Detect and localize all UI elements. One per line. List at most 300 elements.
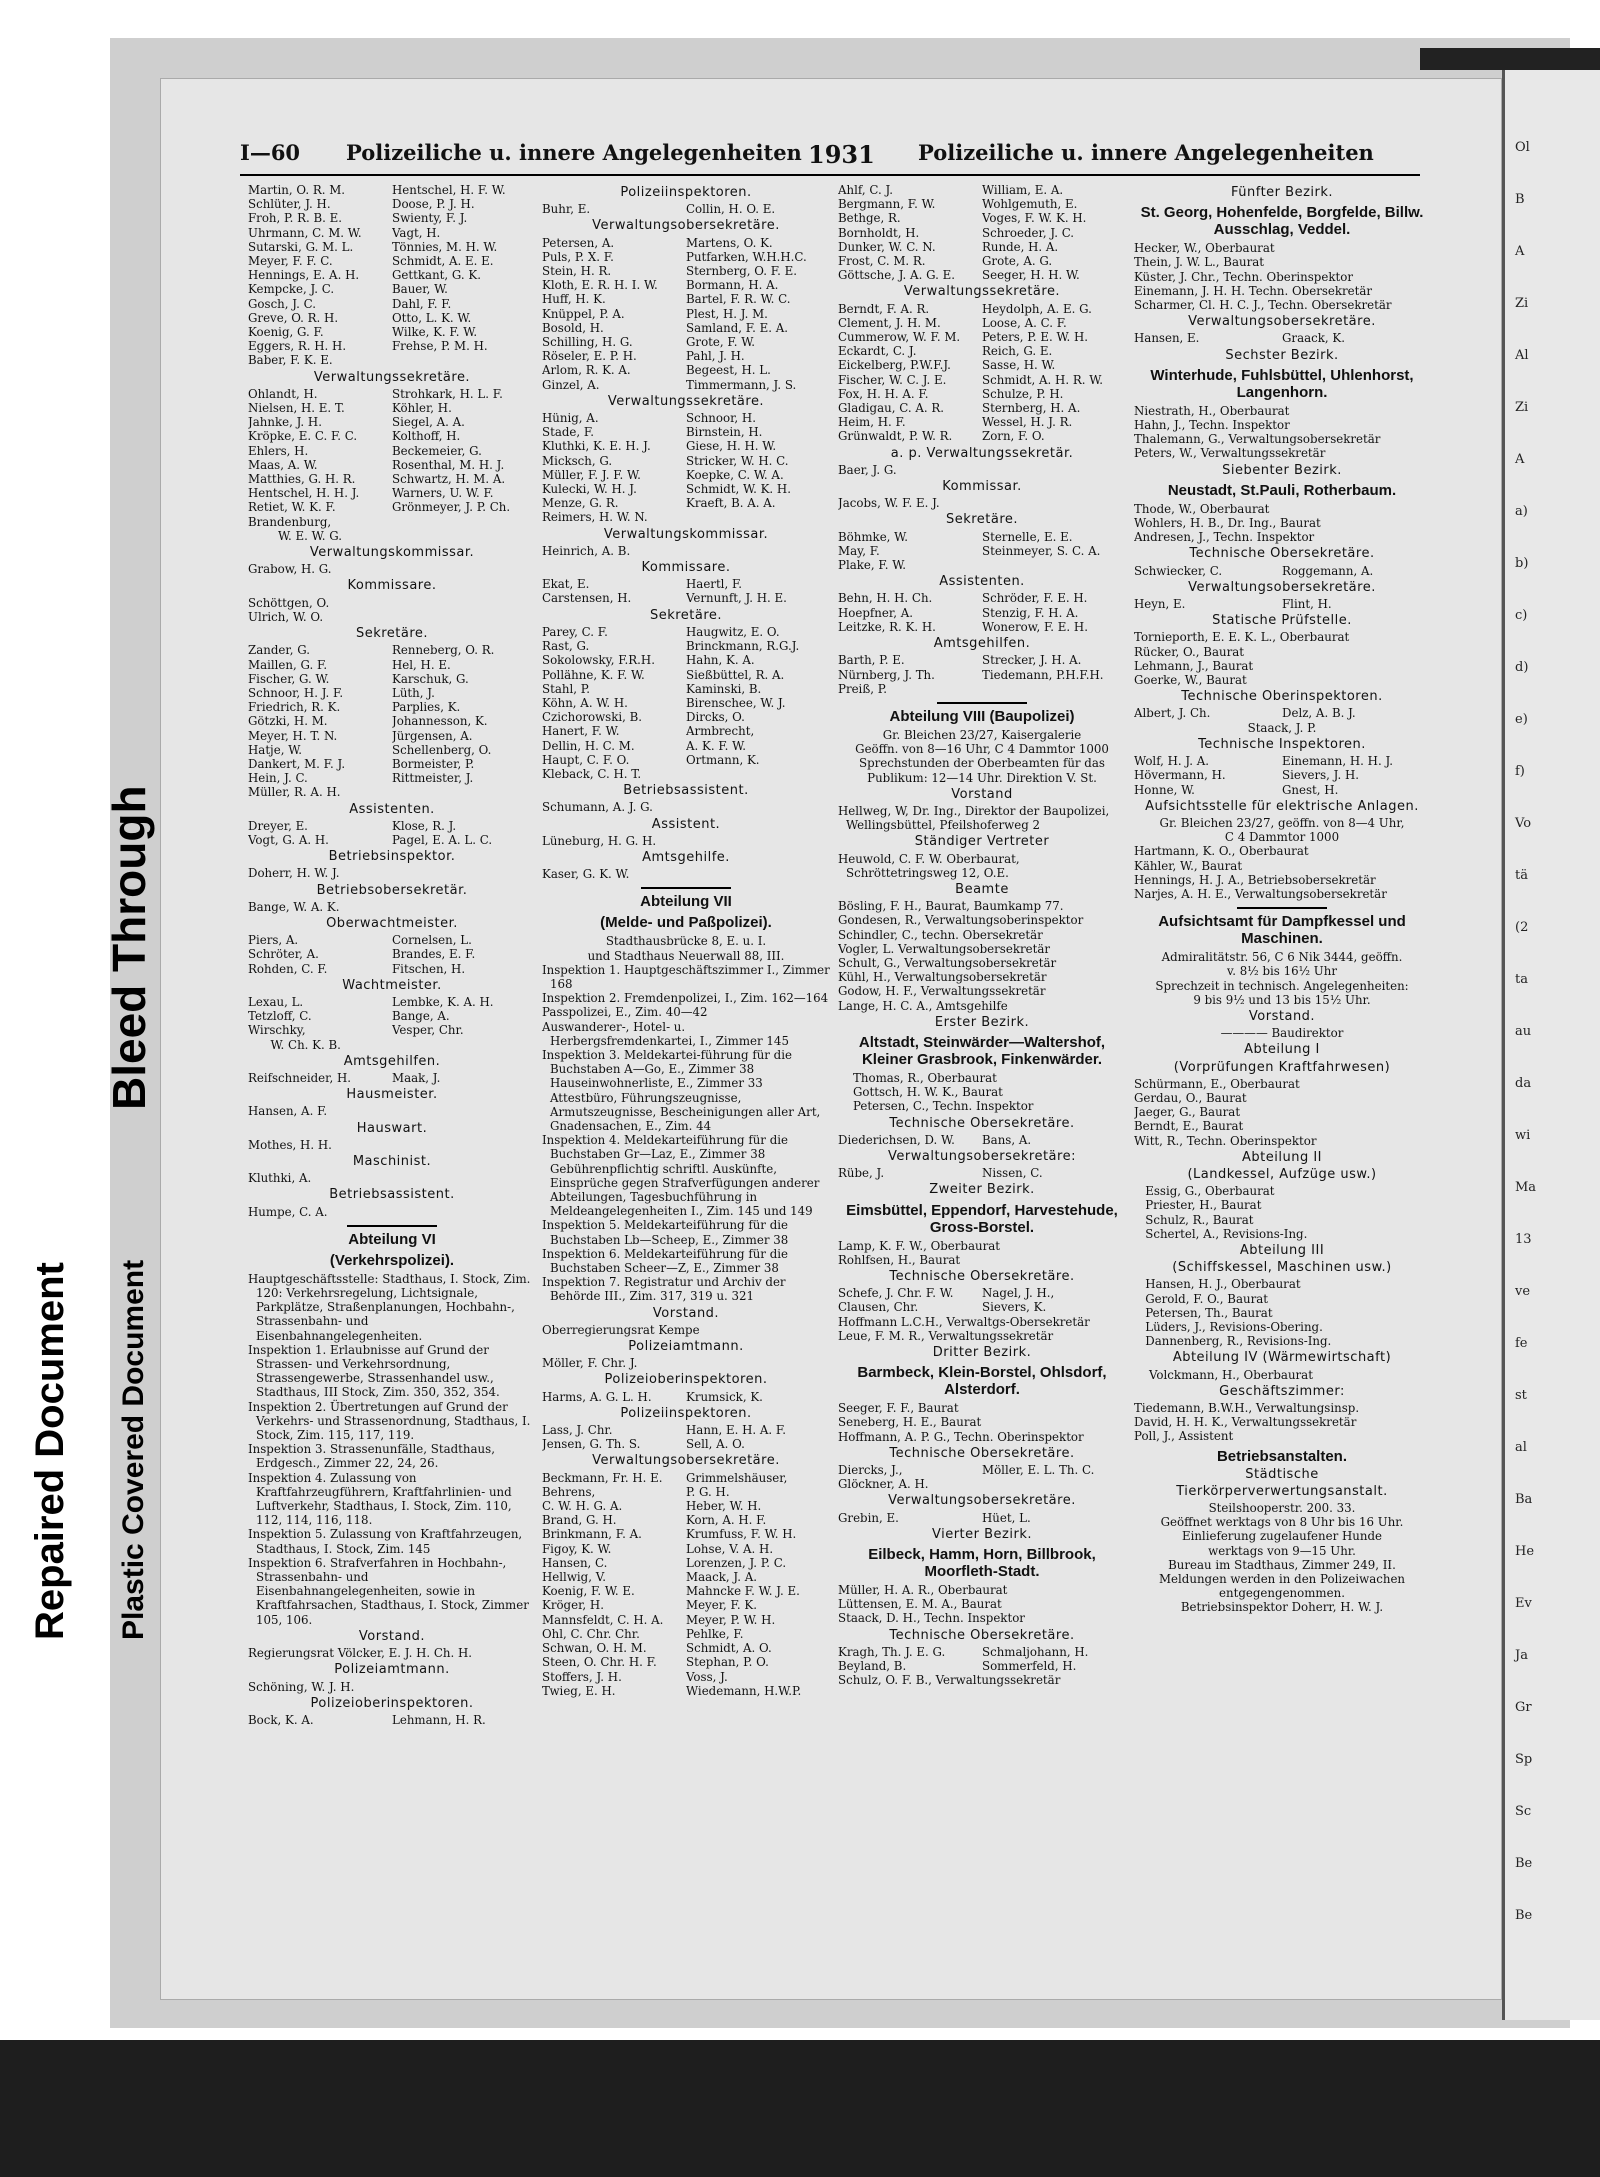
entry-line: Müller, H. A. R., Oberbaurat [838,1583,1008,1598]
entry-name: Baber, F. K. E. [248,353,333,368]
centered-line: Sprechzeit in technisch. Angelegenheiten: [1155,978,1409,993]
entry-name: A. K. F. W. [686,738,746,753]
section-heading: Verwaltungskommissar. [603,526,769,542]
section-heading: (Schiffskessel, Maschinen usw.) [1172,1260,1392,1276]
name-pair-row [542,468,830,482]
entry-name: Koenig, F. W. E. [542,1584,635,1599]
name-pair-row [838,373,1126,387]
name-pair-row [248,686,536,700]
centered-line: Publikum: 12—14 Uhr. Direktion V. St. [867,770,1097,785]
name-pair-row [248,325,536,339]
entry-line: Lamp, K. F. W., Oberbaurat [838,1238,1001,1253]
entry-line: W. Ch. K. B. [248,1037,341,1052]
entry-name: Krumfuss, F. W. H. [686,1527,797,1542]
entry-name: May, F. [838,543,880,558]
name-pair-row [838,1645,1126,1659]
centered-line: Stadthausbrücke 8, E. u. I. [605,934,767,949]
name-pair-row [1134,331,1430,345]
entry-line: Hecker, W., Oberbaurat [1134,241,1275,256]
entry-name: Bosold, H. [542,320,604,335]
entry-name: Hansen, E. [1134,331,1200,346]
name-pair-row [248,211,536,225]
entry-line: Seeger, F. F., Baurat [838,1401,959,1416]
column-2 [542,183,830,1698]
header-title-right: Polizeiliche u. innere Angelegenheiten [918,140,1374,165]
entry-name: Stade, F. [542,425,594,440]
adjacent-text-fragment: st [1515,1388,1527,1403]
section-heading: Technische Obersekretäre. [889,1627,1075,1643]
entry-name: Jahnke, J. H. [248,415,322,430]
name-pair-row [838,1659,1126,1673]
entry-line: Lehmann, J., Baurat [1134,658,1254,673]
text-paragraph: Inspektion 2. Übertretungen auf Grund der Verkehrs- und Strassenordnung, Stadthaus, I. Stock, Zim. 115, 117, 119. [248,1399,531,1443]
entry-name [392,785,536,799]
name-pair-row [248,833,536,847]
name-pair-row [542,335,830,349]
entry-name: Kröpke, E. C. F. C. [248,429,358,444]
entry-name: Fischer, G. W. [248,671,330,686]
entry-line: Vogler, L. Verwaltungsobersekretär [838,941,1051,956]
entry-name: Schröter, A. [248,947,319,962]
entry-name: Schefe, J. Chr. F. W. [838,1286,954,1301]
entry-name: Nürnberg, J. Th. [838,667,935,682]
entry-name: Pahl, J. H. [686,349,745,364]
entry-line: Regierungsrat Völcker, E. J. H. Ch. H. [248,1646,473,1661]
entry-name: Wonerow, F. E. H. [982,619,1088,634]
entry-name: Meyer, F. F. C. [248,254,333,269]
entry-name: Vesper, Chr. [392,1023,464,1038]
name-pair-row [542,682,830,696]
entry-name: Rübe, J. [838,1166,885,1181]
name-pair-row [838,1286,1126,1300]
entry-name: Harms, A. G. L. H. [542,1389,652,1404]
name-pair-row [248,785,536,799]
section-divider [1237,907,1327,909]
entry-name: Kragh, Th. J. E. G. [838,1644,946,1659]
bold-heading: Abteilung VIII (Baupolizei) [889,707,1075,725]
section-heading: Wachtmeister. [342,977,442,993]
section-heading: (Vorprüfungen Kraftfahrwesen) [1173,1059,1391,1075]
entry-name: Schlüter, J. H. [248,197,331,212]
entry-name: Roggemann, A. [1282,563,1374,578]
entry-name: Ginzel, A. [542,377,600,392]
section-heading: Sekretäre. [945,512,1019,528]
entry-line: W. E. W. G. [248,528,342,543]
entry-name: Kloth, E. R. H. I. W. [542,278,658,293]
entry-line: Kluthki, A. [248,1171,312,1186]
entry-name: Korn, A. H. F. [686,1513,767,1528]
entry-name: Begeest, H. L. [686,363,771,378]
section-heading: Verwaltungssekretäre. [607,393,765,409]
name-pair-row [542,639,830,653]
name-pair-row [542,307,830,321]
name-pair-row [838,268,1126,282]
name-pair-row [542,696,830,710]
entry-name: Cummerow, W. F. M. [838,330,961,345]
centered-line: Staack, J. P. [1247,720,1317,735]
adjacent-text-fragment: Al [1515,348,1529,363]
section-heading: Städtische [1245,1466,1319,1482]
name-pair-row [542,1670,830,1684]
adjacent-text-fragment: 13 [1515,1232,1532,1247]
section-heading: Ständiger Vertreter [914,834,1050,850]
section-heading: Technische Obersekretäre. [889,1115,1075,1131]
entry-line: Schult, G., Verwaltungsobersekretär [838,955,1057,970]
name-pair-row [542,1598,830,1612]
text-paragraph: Inspektion 5. Meldekarteiführung für die Buchstaben Lb—Scheep, E., Zimmer 38 [542,1218,789,1247]
entry-line: Möller, F. Chr. J. [542,1356,638,1371]
entry-name: Reifschneider, H. [248,1070,352,1085]
text-paragraph: Inspektion 7. Registratur und Archiv der Behörde III., Zim. 317, 319 u. 321 [542,1275,786,1304]
entry-name: Puls, P. X. F. [542,249,614,264]
name-pair-row [838,1463,1126,1477]
entry-name: Meyer, F. K. [686,1598,757,1613]
entry-name: Johannesson, K. [392,714,488,729]
entry-line: Staack, D. H., Techn. Inspektor [838,1611,1025,1626]
entry-line: Priester, H., Baurat [1134,1198,1262,1213]
name-pair-row [1134,783,1430,797]
adjacent-text-fragment: He [1515,1544,1535,1559]
name-pair-row [248,933,536,947]
entry-name: Knüppel, P. A. [542,306,625,321]
section-heading: Beamte [955,881,1009,897]
entry-name: Hel, H. E. [392,657,451,672]
name-pair-row [542,292,830,306]
adjacent-text-fragment: Gr [1515,1700,1532,1715]
name-pair-row [542,264,830,278]
entry-name: Maas, A. W. [248,457,318,472]
entry-name: Gnest, H. [1282,782,1339,797]
adjacent-text-fragment: Sc [1515,1804,1532,1819]
name-pair-row [542,724,830,738]
name-pair-row [248,183,536,197]
name-pair-row [542,1570,830,1584]
name-pair-row [542,1499,830,1513]
name-pair-row [248,197,536,211]
name-pair-row [248,297,536,311]
entry-name: Leitzke, R. K. H. [838,619,936,634]
entry-line: Volckmann, H., Oberbaurat [1134,1367,1313,1382]
name-pair-row [542,496,830,510]
entry-name: Stahl, P. [542,681,591,696]
name-pair-row [542,625,830,639]
name-pair-row [248,282,536,296]
entry-line: Narjes, A. H. E., Verwaltungsobersekretär [1134,886,1387,901]
entry-name: Ortmann, K. [686,752,760,767]
centered-line: Gr. Bleichen 23/27, geöffn. von 8—4 Uhr, [1159,815,1405,830]
entry-line: Einemann, J. H. H. Techn. Obersekretär [1134,283,1373,298]
entry-name: Uhrmann, C. M. W. [248,225,362,240]
entry-line: Bange, W. A. K. [248,899,340,914]
entry-name: Hentschel, H. H. J. [248,486,360,501]
section-heading: Verwaltungsobersekretäre: [888,1148,1076,1164]
name-pair-row [838,429,1126,443]
text-paragraph: Inspektion 6. Strafverfahren in Hochbahn-, Strassenbahn- und Eisenbahnangelegenheiten, sowie in Kraftfahrsachen, Stadthaus, I. Stock, Zimmer 105, 106. [248,1555,529,1627]
entry-line: Godow, H. F., Verwaltungssekretär [838,984,1046,999]
entry-line: Witt, R., Techn. Oberinspektor [1134,1133,1317,1148]
entry-name: Clausen, Chr. [838,1300,919,1315]
entry-name: Tiedemann, P.H.F.H. [982,667,1104,682]
text-paragraph: Inspektion 4. Zulassung von Kraftfahrzeugführern, Kraftfahrlinien- und Luftverkehr, Stadthaus, I. Stock, Zim. 110, 112, 114, 116, 118. [248,1470,512,1528]
entry-name: Menze, G. R. [542,496,619,511]
section-heading: Zweiter Bezirk. [929,1182,1035,1198]
name-pair-row [542,739,830,753]
name-pair-row [838,668,1126,682]
adjacent-text-fragment: al [1515,1440,1527,1455]
entry-name: Sommerfeld, H. [982,1659,1077,1674]
bold-heading: (Melde- und Paßpolizei). [600,914,772,932]
entry-name: Birenschee, W. J. [686,695,786,710]
name-pair-row [838,240,1126,254]
entry-line: Gerold, F. O., Baurat [1134,1291,1269,1306]
centered-line: Geöffnet werktags von 8 Uhr bis 16 Uhr. [1160,1515,1404,1530]
entry-line: Preiß, P. [838,681,888,696]
entry-name: Stein, H. R. [542,264,612,279]
entry-name: Möller, E. L. Th. C. [982,1463,1095,1478]
entry-name: Parey, C. F. [542,624,608,639]
entry-line: Petersen, Th., Baurat [1134,1305,1273,1320]
name-pair-row [542,1655,830,1669]
entry-name: Seeger, H. H. W. [982,268,1080,283]
entry-name: Müller, R. A. H. [248,785,341,800]
name-pair-row [1134,768,1430,782]
entry-name: Brandes, E. F. [392,947,476,962]
name-pair-row [838,226,1126,240]
entry-name: Dunker, W. C. N. [838,239,936,254]
entry-name: Tönnies, M. H. W. [392,239,498,254]
centered-line: C 4 Dammtor 1000 [1224,830,1340,845]
name-pair-row [838,330,1126,344]
entry-line: Dannenberg, R., Revisions-Ing. [1134,1334,1332,1349]
name-pair-row [838,415,1126,429]
name-pair-row [248,995,536,1009]
entry-name: Putfarken, W.H.H.C. [686,249,807,264]
section-heading: Verwaltungskommissar. [309,545,475,561]
entry-name: Greve, O. R. H. [248,310,339,325]
entry-name: Nielsen, H. E. T. [248,401,345,416]
name-pair-row [838,1477,1126,1491]
name-pair-row [248,500,536,514]
entry-name: Hövermann, H. [1134,768,1226,783]
entry-name: Retiet, W. K. F. [248,500,336,515]
centered-line: Geöffn. von 8—16 Uhr, C 4 Dammtor 1000 [855,742,1109,757]
entry-line: Gondesen, R., Verwaltungsoberinspektor [838,913,1084,928]
adjacent-text-fragment: Vo [1515,816,1532,831]
name-pair-row [838,653,1126,667]
entry-name: Buhr, E. [542,202,591,217]
entry-name: Haugwitz, E. O. [686,624,780,639]
entry-name: Frost, C. M. R. [838,254,926,269]
text-paragraph: Heuwold, C. F. W. Oberbaurat, Schröttetringsweg 12, O.E. [838,851,1020,880]
entry-name: C. W. H. G. A. [542,1499,623,1514]
section-heading: Assistenten. [349,801,435,817]
page-number: I—60 [240,140,301,165]
name-pair-row [542,1390,830,1404]
entry-line: Hartmann, K. O., Oberbaurat [1134,844,1309,859]
entry-name: Huff, H. K. [542,292,606,307]
entry-name: Rittmeister, J. [392,771,474,786]
name-pair-row [248,486,536,500]
entry-name: Sternberg, H. A. [982,401,1081,416]
entry-name: Sießbüttel, R. A. [686,667,785,682]
entry-name: Köhn, A. W. H. [542,695,628,710]
section-heading: Abteilung IV (Wärmewirtschaft) [1172,1350,1392,1366]
column-3 [838,183,1126,1687]
entry-name: Fox, H. H. A. F. [838,386,929,401]
name-pair-row [1134,754,1430,768]
bold-heading: Altstadt, Steinwärder—Waltershof, Kleiner Grasbrook, Finkenwärder. [858,1033,1106,1068]
entry-name: Gettkant, G. K. [392,268,481,283]
adjacent-text-fragment: Be [1515,1908,1533,1923]
entry-line: Lüneburg, H. G. H. [542,833,657,848]
entry-name: Eckardt, C. J. [838,344,917,359]
entry-name: Hoepfner, A. [838,605,913,620]
entry-line: David, H. H. K., Verwaltungssekretär [1134,1415,1357,1430]
name-pair-row [248,771,536,785]
section-heading: Technische Inspektoren. [1198,736,1366,752]
entry-name: Dircks, O. [686,710,745,725]
name-pair-row [542,591,830,605]
entry-name: Grote, A. G. [982,254,1053,269]
entry-line: Schumann, A. J. G. [542,800,653,815]
entry-line: Bösling, F. H., Baurat, Baumkamp 77. [838,899,1064,914]
entry-name: Grebin, E. [838,1510,899,1525]
entry-line: Kleback, C. H. T. [542,766,642,781]
entry-name: Bornholdt, H. [838,225,920,240]
entry-name: Ehlers, H. [248,443,309,458]
entry-line: Niestrath, H., Oberbaurat [1134,403,1290,418]
name-pair-row [542,653,830,667]
entry-name: Behrens, [542,1484,596,1499]
section-heading: Kommissare. [641,560,731,576]
bottom-edge-band [0,2040,1600,2177]
entry-name: Lohse, V. A. H. [686,1541,774,1556]
entry-name: Bethge, R. [838,211,901,226]
entry-name: Friedrich, R. K. [248,700,341,715]
bold-heading: Betriebsanstalten. [1216,1447,1348,1465]
name-pair-row [838,358,1126,372]
entry-name [982,1477,1126,1491]
adjacent-text-fragment: Ol [1515,140,1530,155]
section-heading: Polizeioberinspektoren. [310,1695,474,1711]
name-pair-row [542,250,830,264]
name-pair-row [542,1684,830,1698]
entry-name: Twieg, E. H. [542,1683,616,1698]
entry-name: Delz, A. B. J. [1282,706,1356,721]
entry-name: Timmermann, J. S. [686,377,797,392]
section-heading: Aufsichtsstelle für elektrische Anlagen. [1145,798,1419,814]
section-divider [937,702,1027,704]
bold-heading: Abteilung VI [348,1230,436,1248]
section-heading: Vorstand. [1248,1008,1316,1024]
section-heading: Sechster Bezirk. [1225,347,1339,363]
text-paragraph: Hellweg, W, Dr. Ing., Direktor der Baupolizei, Wellingsbüttel, Pfeilshoferweg 2 [838,803,1110,833]
entry-name: Heyn, E. [1134,597,1186,612]
entry-name: Ohlandt, H. [248,386,318,401]
entry-line: Brandenburg, [248,514,332,529]
text-paragraph: Inspektion 3. Strassenunfälle, Stadthaus, Erdgesch., Zimmer 22, 24, 26. [248,1442,495,1471]
entry-name [982,558,1126,572]
entry-name: Wohlgemuth, E. [982,197,1078,212]
entry-name: Fitschen, H. [392,961,466,976]
entry-name: Koenig, G. F. [248,325,324,340]
adjacent-text-fragment: a) [1515,504,1528,519]
entry-name: Kaminski, B. [686,681,762,696]
section-heading: Amtsgehilfen. [933,636,1031,652]
entry-name: Klose, R. J. [392,818,457,833]
entry-name: Grünwaldt, P. W. R. [838,429,953,444]
section-heading: Verwaltungsobersekretäre. [592,1453,780,1469]
section-heading: Sekretäre. [649,607,723,623]
entry-name: Meyer, H. T. N. [248,728,338,743]
name-pair-row [248,444,536,458]
entry-name: Schröder, F. E. H. [982,591,1088,606]
section-heading: Verwaltungsobersekretäre. [1188,314,1376,330]
entry-line: Humpe, C. A. [248,1204,328,1219]
entry-name: Grote, F. W. [686,335,756,350]
text-paragraph: Inspektion 6. Meldekarteiführung für die Buchstaben Scheer—Z, E., Zimmer 38 [542,1246,789,1276]
entry-name: Samland, F. E. A. [686,320,788,335]
entry-name: Bauer, W. [392,282,448,297]
entry-name: Kraeft, B. A. A. [686,496,776,511]
entry-line: Seneberg, H. E., Baurat [838,1415,982,1430]
section-heading: Betriebsinspektor. [328,849,456,865]
name-pair-row [248,415,536,429]
entry-name: Clement, J. H. M. [838,315,941,330]
entry-name: Wiedemann, H.W.P. [686,1683,802,1698]
name-pair-row [248,339,536,353]
entry-name: Lorenzen, J. P. C. [686,1555,787,1570]
name-pair-row [248,643,536,657]
centered-line: Bureau im Stadthaus, Zimmer 249, II. [1168,1557,1396,1572]
entry-line: Scharmer, Cl. H. C. J., Techn. Obersekretär [1134,298,1392,313]
entry-name: Karschuk, G. [392,671,469,686]
text-paragraph: Auswanderer-, Hotel- u. Herbergsfremdenkartei, I., Zimmer 145 [542,1019,789,1048]
entry-name: Bormann, H. A. [686,278,779,293]
entry-name: Wilke, K. F. W. [392,325,478,340]
section-heading: Statische Prüfstelle. [1212,613,1352,629]
entry-name: Martens, O. K. [686,235,773,250]
name-pair-row [248,1071,536,1085]
entry-name: Lehmann, H. R. [392,1712,486,1727]
entry-name: Steinmeyer, S. C. A. [982,543,1101,558]
entry-name: Beyland, B. [838,1659,907,1674]
bold-heading: Neustadt, St.Pauli, Rotherbaum. [1167,481,1397,499]
section-heading: Hausmeister. [346,1087,438,1103]
centered-line: Einlieferung zugelaufener Hunde [1181,1529,1383,1544]
name-pair-row [1134,597,1430,611]
name-pair-row [248,429,536,443]
centered-line: v. 8½ bis 16½ Uhr [1227,964,1337,979]
entry-name: Schmidt, A. O. [686,1641,772,1656]
repaired-document-label: Repaired Document [28,1262,72,1640]
entry-line: Thalemann, G., Verwaltungsobersekretär [1134,432,1381,447]
entry-name: Micksch, G. [542,453,613,468]
adjacent-text-fragment: Zi [1515,296,1529,311]
text-paragraph: Inspektion 4. Meldekarteiführung für die Buchstaben Gr—Laz, E., Zimmer 38 Gebührenpflichtig schriftl. Auskünfte, Einsprüche gegen Strafverfügungen anderer Abteilungen, Tagesbuchführung in Meldeangelegenheiten I., Zim. 145 und 149 [542,1133,820,1219]
adjacent-text-fragment: e) [1515,712,1528,727]
section-heading: Vorstand. [652,1305,720,1321]
entry-name: Hahn, K. A. [686,653,755,668]
name-pair-row [248,1023,536,1037]
name-pair-row [248,1009,536,1023]
entry-line: Lüders, J., Revisions-Obering. [1134,1320,1323,1334]
entry-name: Martin, O. R. M. [248,183,346,197]
entry-name: Gosch, J. C. [248,296,316,311]
adjacent-text-fragment: wi [1515,1128,1531,1143]
entry-name: Kempcke, J. C. [248,282,335,297]
name-pair-row [838,591,1126,605]
